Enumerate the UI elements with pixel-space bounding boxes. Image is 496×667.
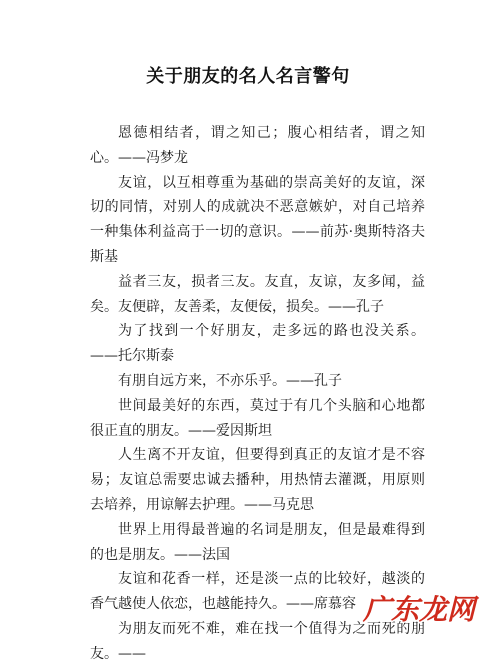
quote-paragraph: 有朋自远方来，不亦乐乎。——孔子	[118, 372, 342, 389]
document-body	[90, 121, 425, 667]
quote-paragraph: 友谊，以互相尊重为基础的崇高美好的友谊，深切的同情，对别人的成就决不恶意嫉妒，对自己培养一种集体利益高于一切的意识。——前苏·奥斯特洛夫斯基	[90, 174, 425, 265]
quote-paragraph: 为朋友而死不难，难在找一个值得为之而死的朋友。——	[90, 620, 425, 662]
quote-paragraph: 世间最美好的东西，莫过于有几个头脑和心地都很正直的朋友。——爱因斯坦	[90, 397, 425, 439]
watermark-text: 广东龙网	[362, 593, 476, 626]
quote-paragraph: 世界上用得最普遍的名词是朋友，但是最难得到的也是朋友。——法国	[90, 521, 425, 563]
quote-paragraph: 恩德相结者，谓之知己；腹心相结者，谓之知心。——冯梦龙	[90, 125, 425, 166]
quote-paragraph: 为了找到一个好朋友，走多远的路也没关系。——托尔斯泰	[90, 323, 425, 365]
document-title: 关于朋友的名人名言警句	[146, 66, 350, 87]
quote-paragraph: 人生离不开友谊，但要得到真正的友谊才是不容易；友谊总需要忠诚去播种，用热情去灌溉，用原则去培养，用谅解去护理。——马克思	[90, 447, 425, 513]
quote-paragraph: 友谊和花香一样，还是淡一点的比较好，越淡的香气越使人依恋，也越能持久。——席慕容	[90, 571, 425, 613]
watermark-logo	[348, 589, 490, 629]
quote-paragraph: 益者三友，损者三友。友直，友谅，友多闻，益矣。友便辟，友善柔，友便佞，损矣。——孔子	[90, 273, 425, 315]
